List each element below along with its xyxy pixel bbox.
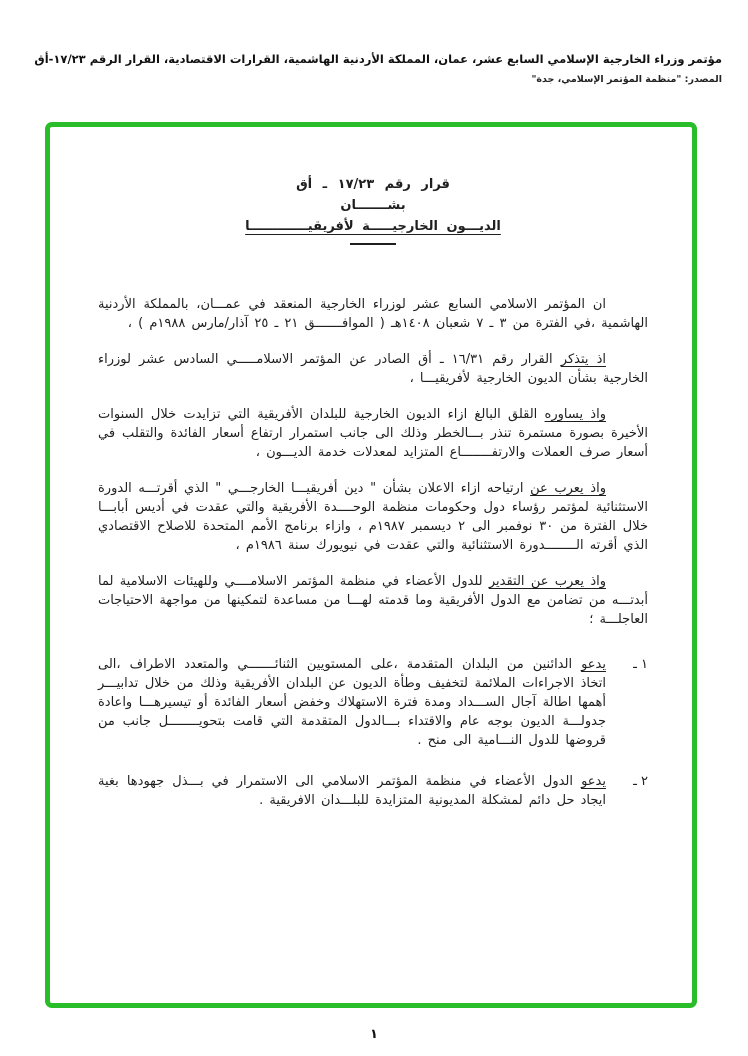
item-lead: يدعو <box>581 774 606 789</box>
preamble-paragraph <box>98 295 648 333</box>
preamble-paragraph <box>98 572 648 629</box>
header-source: المصدر: "منظمة المؤتمر الإسلامي، جدة" <box>531 74 722 85</box>
paragraph-lead: اذ يتذكر <box>560 352 606 367</box>
resolution-subject-label: بشـــــــان <box>340 198 406 213</box>
item-number: ٢ ـ <box>633 774 648 789</box>
item-text: الدائنين من البلدان المتقدمة ،على المستويين الثنائـــــــي والمتعدد الاطراف ،الى اتخاذ الاجراءات الملائمة لتخفيف وطأة الديون عن البلدان الأفريقية وذلك من خلال تدابيـــر أهمها اطالة آجال الســـداد ومدة فترة الاستهلاك وخفض أسعار الفائدة أو تيسيرهـــا واعادة جدولـــة الديون بوجه عام والاقتداء بـــالدول المتقدمة التي قامت بتحويــــــــل جانب من قروضها للدول النـــامية الى منح . <box>98 657 606 748</box>
paragraph-text: ارتياحه ازاء الاعلان بشأن " دين أفريقيـــا الخارجـــي " الذي أقرتـــه الدورة الاستثنائية لمؤتمر رؤساء دول وحكومات منظمة الوحــــدة الأفريقية والتي عقدت في أديس أبابـــا خلال الفترة من ٣٠ نوفمبر الى ٢ ديسمبر ١٩٨٧م ، وازاء برنامج الأمم المتحدة للاصلاح الاقتصادي الذي أقرته الــــــــدورة الاستثنائية والتي عقدت في نيويورك سنة ١٩٨٦م ، <box>98 481 648 553</box>
paragraph-text: للدول الأعضاء في منظمة المؤتمر الاسلامــــي وللهيئات الاسلامية لما أبدتـــه من تضامن مع الدول الأفريقية وما قدمته لهـــا من مساعدة لتمكينها من مواجهة الاحتياجات العاجلـــة ؛ <box>98 574 648 627</box>
preamble-paragraph <box>98 350 648 388</box>
resolution-subject: الديـــون الخارجيـــــة لأفريقيـــــــــــــا <box>245 219 501 234</box>
paragraph-lead: واذ يعرب عن <box>530 481 606 496</box>
paragraph-lead: واذ يساوره <box>544 407 606 422</box>
preamble-paragraph <box>98 479 648 555</box>
item-text-block <box>98 655 606 750</box>
operative-items <box>98 655 648 810</box>
item-number: ١ ـ <box>633 657 648 672</box>
item-text: الدول الأعضاء في منظمة المؤتمر الاسلامي الى الاستمرار في بـــذل جهودها بغية ايجاد حل دائم لمشكلة المديونية المتزايدة للبلـــدان الافريقية . <box>98 774 606 808</box>
paragraph-text: ان المؤتمر الاسلامي السابع عشر لوزراء الخارجية المنعقد في عمـــان، بالمملكة الأردنية الهاشمية ،في الفترة من ٣ ـ ٧ شعبان ١٤٠٨هـ ( الموافـــــــق ٢١ ـ ٢٥ آذار/مارس ١٩٨٨م ) ، <box>98 297 648 331</box>
operative-item <box>98 655 648 750</box>
resolution-number: قرار رقم ١٧/٢٣ ـ أق <box>296 177 450 192</box>
item-lead: يدعو <box>581 657 606 672</box>
scan-frame <box>45 122 697 1008</box>
paragraph-lead: واذ يعرب عن التقدير <box>488 574 606 589</box>
preamble-paragraph <box>98 405 648 462</box>
item-text-block <box>98 772 606 810</box>
header-title: مؤتمر وزراء الخارجية الإسلامي السابع عشر، عمان، المملكة الأردنية الهاشمية، القرارات الاقتصادية، القرار الرقم ١٧/٢٣-أق <box>34 52 722 66</box>
scanned-document <box>50 127 692 1003</box>
document-header <box>26 52 722 85</box>
paragraph-text: القلق البالغ ازاء الديون الخارجية للبلدان الأفريقية التي تزايدت خلال السنوات الأخيرة بصورة مستمرة تنذر بـــالخطر وذلك الى جانب استمرار ارتفاع أسعار الفائدة والتقلب في أسعار صرف العملات والارتفــــــــاع المتزايد لمعدلات خدمة الديـــون ، <box>98 407 648 460</box>
resolution-title <box>98 175 648 245</box>
title-underline-mark <box>350 243 396 245</box>
page-number: ١ <box>370 1027 378 1042</box>
operative-item <box>98 772 648 810</box>
paragraph-text: القرار رقم ١٦/٣١ ـ أق الصادر عن المؤتمر الاسلامـــــي السادس عشر لوزراء الخارجية بشأن الديون الخارجية لأفريقيـــا ، <box>98 352 648 386</box>
